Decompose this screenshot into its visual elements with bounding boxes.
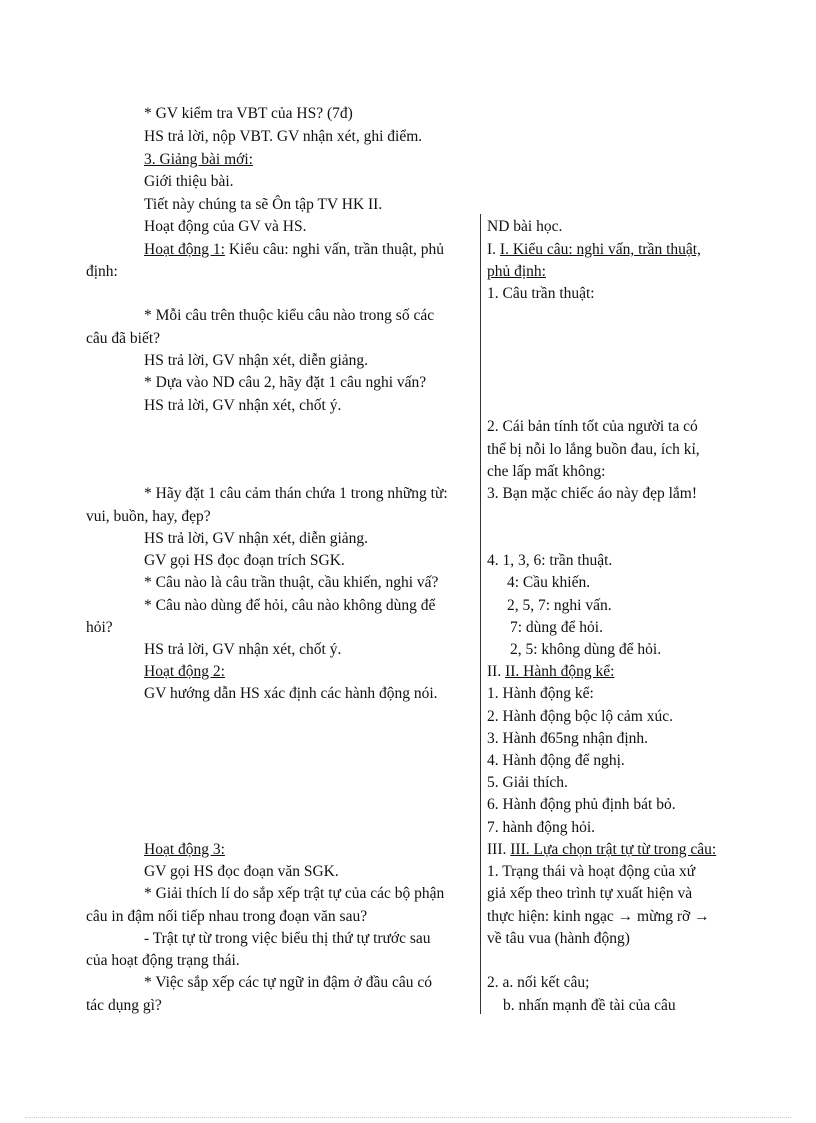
activity-2-title: Hoạt động 2: — [144, 663, 225, 680]
read-instruction-1: GV gọi HS đọc đoạn trích SGK. — [144, 552, 345, 569]
left-column-header: Hoạt động của GV và HS. — [144, 218, 307, 235]
question-6c: - Trật tự từ trong việc biểu thị thứ tự trước sau — [144, 930, 431, 947]
section-1-title-cont: phủ định: — [487, 263, 546, 280]
speech-act-6: 6. Hành động phủ định bát bỏ. — [487, 796, 676, 813]
question-1a: * Mỗi câu trên thuộc kiểu câu nào trong số các — [144, 307, 435, 324]
right-column-header: ND bài học. — [487, 218, 563, 235]
activity-1-title: Hoạt động 1: — [144, 241, 225, 258]
page-bottom-border — [25, 1117, 791, 1118]
item-declarative: 1. Câu trần thuật: — [487, 285, 595, 302]
item-4c: 2, 5, 7: nghi vấn. — [507, 597, 612, 614]
intro-line-5: Tiết này chúng ta sẽ Ôn tập TV HK II. — [144, 196, 383, 213]
speech-act-5: 5. Giải thích. — [487, 774, 568, 791]
intro-line-2: HS trả lời, nộp VBT. GV nhận xét, ghi điểm. — [144, 128, 423, 145]
section-1-title: I. I. Kiểu câu: nghi vấn, trần thuật, — [487, 241, 701, 258]
activity-1-topic: Kiểu câu: nghi vấn, trần thuật, phủ — [224, 241, 445, 258]
intro-line-4: Giới thiệu bài. — [144, 173, 234, 190]
speech-act-1: 1. Hành động kể: — [487, 685, 594, 702]
activity-1-line — [144, 240, 444, 260]
answer-5: HS trả lời, GV nhận xét, chốt ý. — [144, 641, 342, 658]
item-4d: 7: dùng để hỏi. — [510, 619, 603, 636]
item-2c: che lấp mất không: — [487, 463, 606, 480]
column-divider — [480, 214, 481, 1014]
answer-3: HS trả lời, GV nhận xét, diễn giảng. — [144, 530, 369, 547]
item-2a: 2. Cái bản tính tốt của người ta có — [487, 418, 698, 435]
question-3a: * Hãy đặt 1 câu cảm thán chứa 1 trong những từ: — [144, 485, 448, 502]
speech-act-3: 3. Hành đ65ng nhận định. — [487, 730, 649, 747]
section-title-new-lesson: 3. Giảng bài mới: — [144, 151, 253, 168]
item-2b: thể bị nỗi lo lắng buồn đau, ích kỉ, — [487, 441, 700, 458]
answer-1: HS trả lời, GV nhận xét, diễn giảng. — [144, 352, 369, 369]
question-4: * Câu nào là câu trần thuật, cầu khiến, nghi vấ? — [144, 574, 439, 591]
section-3-title-text: III. Lựa chọn trật tự từ trong câu: — [510, 841, 717, 858]
section-3-title: III. III. Lựa chọn trật tự từ trong câu: — [487, 841, 717, 858]
intro-line-1: * GV kiểm tra VBT của HS? (7đ) — [144, 105, 353, 122]
word-order-2b: b. nhấn mạnh đề tài của câu — [503, 997, 676, 1014]
item-4e: 2, 5: không dùng để hỏi. — [510, 641, 662, 658]
answer-2: HS trả lời, GV nhận xét, chốt ý. — [144, 397, 342, 414]
section-2-title: II. II. Hành động kể: — [487, 663, 615, 680]
activity-2-text: GV hướng dẫn HS xác định các hành động nói. — [144, 685, 438, 702]
activity-3-title: Hoạt động 3: — [144, 841, 225, 858]
item-4a: 4. 1, 3, 6: trần thuật. — [487, 552, 613, 569]
read-instruction-2: GV gọi HS đọc đoạn văn SGK. — [144, 863, 339, 880]
word-order-1b: giả xếp theo trình tự xuất hiện và — [487, 885, 693, 902]
question-6a: * Giải thích lí do sắp xếp trật tự của các bộ phận — [144, 885, 445, 902]
question-1b: câu đã biết? — [86, 330, 161, 347]
activity-1-topic-cont: định: — [86, 263, 118, 280]
word-order-1a: 1. Trạng thái và hoạt động của xứ — [487, 863, 696, 880]
question-3b: vui, buồn, hay, đẹp? — [86, 508, 211, 525]
speech-act-7: 7. hành động hỏi. — [487, 819, 596, 836]
question-7a: * Việc sắp xếp các tự ngữ in đậm ở đầu câu có — [144, 974, 433, 991]
speech-act-2: 2. Hành động bộc lộ cảm xúc. — [487, 708, 673, 725]
item-4b: 4: Cầu khiến. — [507, 574, 591, 591]
word-order-2a: 2. a. nối kết câu; — [487, 974, 590, 991]
question-5b: hỏi? — [86, 619, 113, 636]
question-2: * Dựa vào ND câu 2, hãy đặt 1 câu nghi vấn? — [144, 374, 427, 391]
question-7b: tác dụng gì? — [86, 997, 162, 1014]
word-order-1c: thực hiện: kinh ngạc → mừng rỡ → — [487, 908, 710, 925]
question-6b: câu in đậm nối tiếp nhau trong đoạn văn sau? — [86, 908, 368, 925]
speech-act-4: 4. Hành động để nghị. — [487, 752, 625, 769]
question-6d: của hoạt động trạng thái. — [86, 952, 240, 969]
section-2-title-text: II. Hành động kể: — [505, 663, 615, 680]
section-1-title-text: I. Kiểu câu: nghi vấn, trần thuật, — [499, 241, 701, 258]
item-3: 3. Bạn mặc chiếc áo này đẹp lắm! — [487, 485, 698, 502]
word-order-1d: về tâu vua (hành động) — [487, 930, 630, 947]
question-5a: * Câu nào dùng để hỏi, câu nào không dùng để — [144, 597, 436, 614]
